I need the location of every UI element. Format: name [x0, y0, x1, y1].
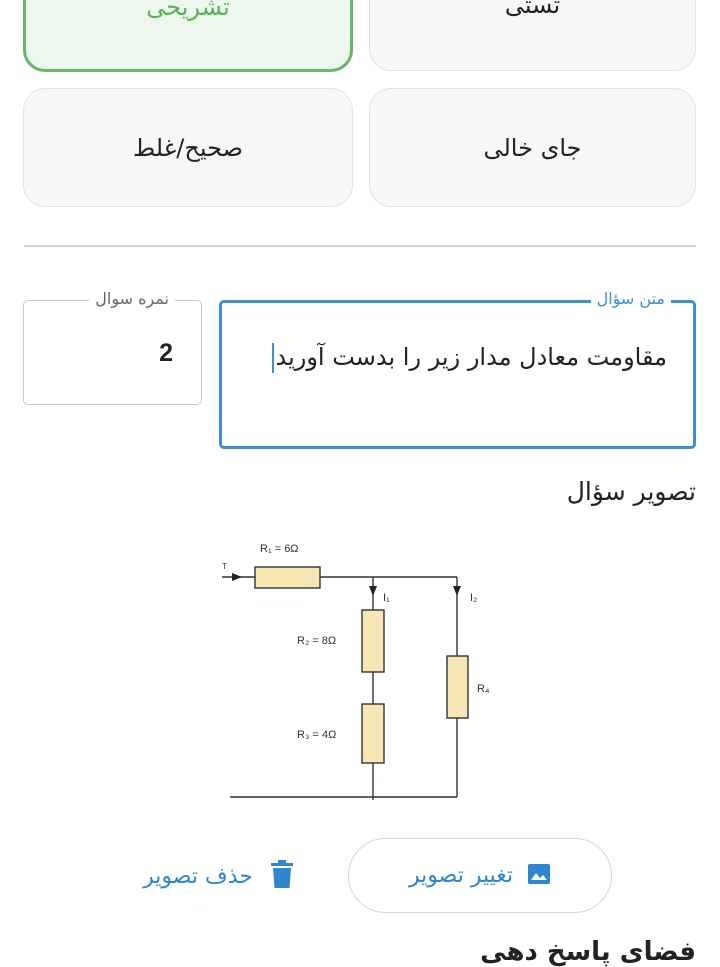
type-true-false-label: صحیح/غلط [133, 133, 243, 162]
delete-image-label: حذف تصویر [143, 863, 253, 889]
resistor-r3 [362, 704, 384, 763]
question-image-title: تصویر سؤال [566, 477, 696, 506]
type-descriptive-card[interactable] [23, 0, 353, 72]
type-multiple-choice-label: تستی [504, 0, 561, 19]
i1-label: I₁ [383, 592, 390, 604]
t-label: T [222, 562, 227, 571]
question-text-legend: متن سؤال [591, 289, 671, 308]
type-fill-blank-card[interactable] [369, 88, 696, 207]
i2-label: I₂ [470, 592, 478, 604]
r2-label: R₂ = 8Ω [297, 635, 337, 647]
r1-label: R₁ = 6Ω [260, 543, 299, 555]
type-true-false-card[interactable] [23, 88, 353, 207]
resistor-r2 [362, 610, 384, 672]
type-descriptive-label: تشریحی [146, 0, 230, 21]
image-icon [527, 862, 551, 890]
resistor-r4 [447, 656, 468, 718]
answer-space-heading: فضای پاسخ دهی [480, 937, 696, 967]
section-divider [24, 245, 696, 247]
score-field-legend: نمره سوال [89, 289, 175, 308]
delete-image-button[interactable] [128, 848, 308, 904]
change-image-button[interactable] [348, 838, 612, 913]
question-text-value: مقاومت معادل مدار زیر را بدست آورید [275, 343, 667, 371]
change-image-label: تغییر تصویر [409, 863, 513, 888]
type-fill-blank-label: جای خالی [483, 133, 582, 162]
resistor-r1 [255, 567, 320, 588]
r4-label: R₄ [477, 683, 490, 695]
question-text-content [242, 335, 667, 380]
type-multiple-choice-card[interactable] [369, 0, 696, 71]
score-value: 2 [159, 339, 173, 367]
r3-label: R₃ = 4Ω [297, 729, 337, 741]
trash-icon [271, 860, 293, 892]
question-text-field[interactable] [219, 289, 696, 449]
question-image [222, 534, 490, 808]
score-field[interactable] [23, 289, 202, 405]
